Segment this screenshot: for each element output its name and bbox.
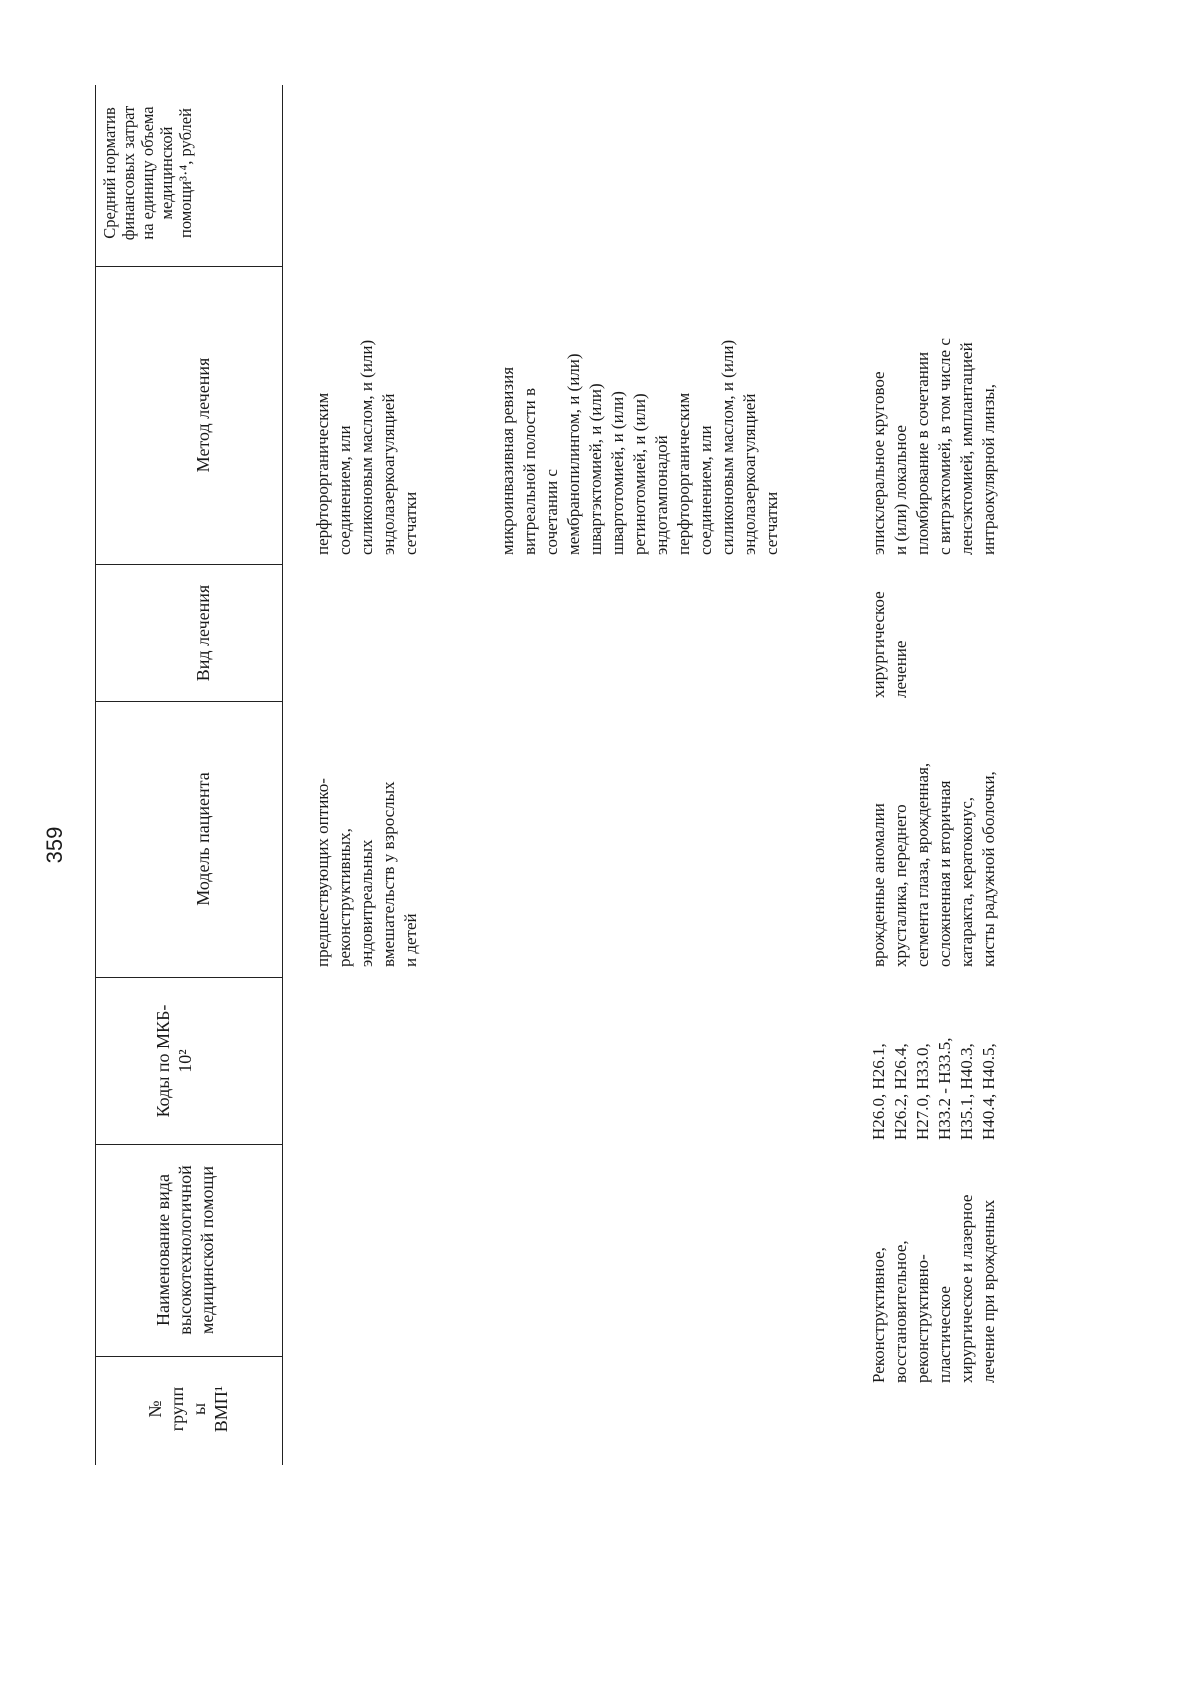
col-divider-4 xyxy=(95,701,282,702)
header-model: Модель пациента xyxy=(193,772,213,906)
header-group-no: № групп ы ВМП¹ xyxy=(145,1385,231,1433)
header-method: Метод лечения xyxy=(193,357,213,473)
row1-model: предшествующих оптико- реконструктивных, эндовитреальных вмешательств у взрослых и детей xyxy=(313,778,420,967)
row2-method: микроинвазивная ревизия витреальной полости в сочетании с мембранопилингом, и (или) швартэктомией, и (или) швартотомией, и (или) ретинотомией, и (или) эндотампонадой перфторорганическим соединением, или силиконовым маслом, и (или) эндолазеркоагуляцией сетчатки xyxy=(498,339,781,555)
header-bottom-border xyxy=(282,85,283,1465)
col-divider-2 xyxy=(95,1144,282,1145)
col-divider-5 xyxy=(95,564,282,565)
header-treatment-type: Вид лечения xyxy=(193,584,213,682)
header-codes: Коды по МКБ- 10² xyxy=(153,1004,195,1118)
header-name: Наименование вида высокотехнологичной медицинской помощи xyxy=(153,1165,217,1335)
row1-method: перфторорганическим соединением, или силиконовым маслом, и (или) эндолазеркоагуляцией сетчатки xyxy=(313,339,420,555)
row3-method: эписклеральное круговое и (или) локальное пломбирование в сочетании с витрэктомией, в том числе с ленсэктомией, имплантацией интраокулярной линзы, xyxy=(869,338,998,555)
row3-codes: H26.0, H26.1, H26.2, H26.4, H27.0, H33.0, H33.2 - H33.5, H35.1, H40.3, H40.4, H40.5, xyxy=(869,1037,998,1140)
header-cost: Средний норматив финансовых затрат на единицу объема медицинской помощи³·⁴, рублей xyxy=(100,105,195,241)
table-top-border xyxy=(95,85,96,1465)
page-number: 359 xyxy=(42,826,67,864)
row3-model: врожденные аномалии хрусталика, переднего сегмента глаза, врожденная, осложненная и вторичная катаракта, кератоконус, кисты радужной оболочки, xyxy=(869,762,998,967)
row3-treatment-type: хирургическое лечение xyxy=(869,591,910,698)
col-divider-1 xyxy=(95,1356,282,1357)
col-divider-6 xyxy=(95,266,282,267)
col-divider-3 xyxy=(95,977,282,978)
row3-name: Реконструктивное, восстановительное, реконструктивно- пластическое хирургическое и лазерное лечение при врожденных xyxy=(869,1194,998,1383)
